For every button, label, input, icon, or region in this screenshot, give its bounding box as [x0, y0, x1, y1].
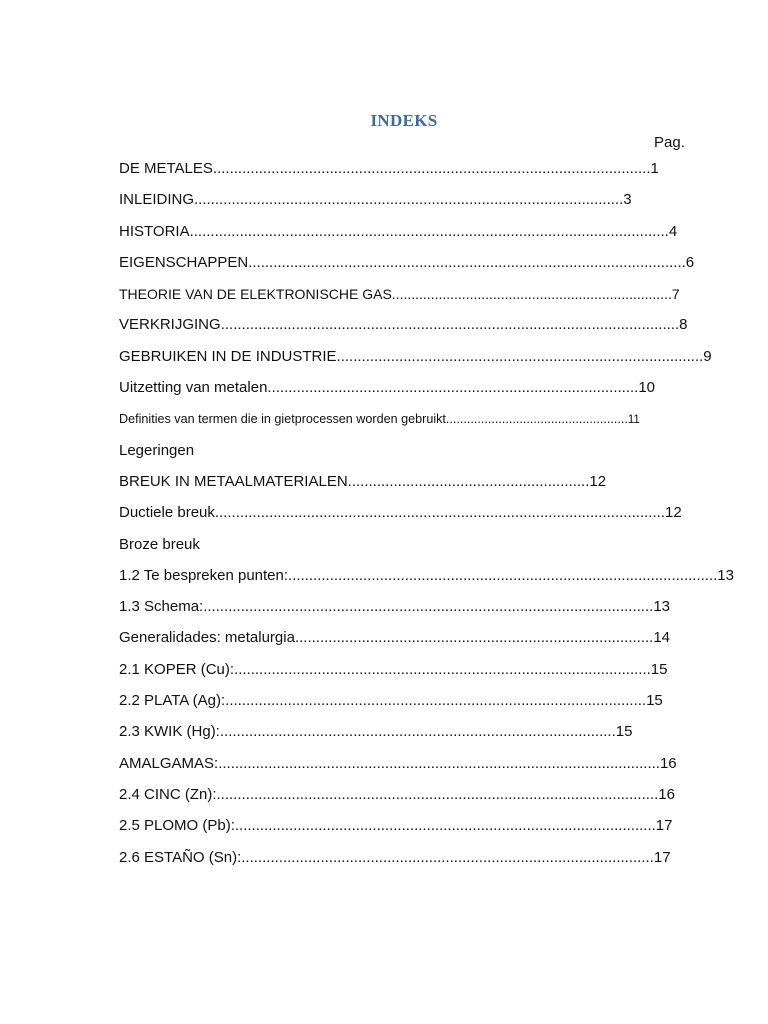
- toc-page-number: 13: [653, 598, 670, 616]
- toc-leader-dots: .........................................................................................: [267, 379, 639, 397]
- toc-entry: [119, 410, 739, 441]
- toc-entry-title: 2.5 PLOMO (Pb):: [119, 817, 235, 835]
- toc-leader-dots: ..........................................................................................................: [216, 785, 659, 803]
- toc-entry-title: 2.6 ESTAÑO (Sn):: [119, 848, 242, 866]
- toc-entry-title: 2.2 PLATA (Ag):: [119, 692, 226, 710]
- toc-entry-title: BREUK IN METAALMATERIALEN: [119, 472, 348, 490]
- toc-leader-dots: .......................................................................................................: [288, 566, 718, 584]
- toc-leader-dots: ..........................................................................................................: [218, 754, 660, 772]
- toc-entry-title: INLEIDING: [119, 191, 195, 209]
- toc-entry: [119, 504, 739, 535]
- toc-leader-dots: .....................................................................................................: [225, 692, 647, 710]
- toc-entry: [119, 254, 739, 285]
- toc-entry: [119, 442, 739, 473]
- toc-entry: [119, 473, 739, 504]
- toc-leader-dots: ......................................................................................: [294, 629, 654, 647]
- toc-entry: [119, 723, 739, 754]
- toc-leader-dots: ...................................................................................................................: [189, 222, 669, 240]
- toc-entry-title: Broze breuk: [119, 535, 200, 553]
- toc-page-number: 11: [627, 414, 640, 427]
- index-title: INDEKS: [370, 111, 438, 130]
- toc-leader-dots: .........................................................................................................: [248, 253, 686, 271]
- toc-entry-title: AMALGAMAS:: [119, 754, 219, 772]
- toc-page-number: 1: [650, 160, 659, 177]
- toc-entry: [119, 348, 739, 379]
- toc-entry-title: 2.1 KOPER (Cu):: [119, 660, 235, 678]
- toc-leader-dots: .......................................................................................................: [194, 191, 624, 209]
- toc-page-number: 15: [646, 692, 663, 710]
- toc-entry: [119, 223, 739, 254]
- page-column-header: Pag.: [654, 134, 685, 151]
- toc-entry-title: 1.3 Schema:: [119, 598, 204, 616]
- toc-entry: [119, 285, 739, 316]
- toc-leader-dots: ........................................................................................: [336, 347, 704, 365]
- toc-page-number: 6: [685, 253, 695, 271]
- toc-page-number: 4: [668, 222, 678, 240]
- toc-entry-title: Ductiele breuk: [119, 504, 215, 522]
- table-of-contents: [119, 160, 739, 880]
- toc-leader-dots: ............................................................................................................: [203, 598, 654, 616]
- toc-page-number: 3: [623, 191, 632, 209]
- toc-page-number: 9: [703, 347, 712, 365]
- toc-page-number: 14: [653, 629, 671, 647]
- toc-leader-dots: .........................................................................................................: [212, 160, 651, 177]
- toc-entry: [119, 316, 739, 347]
- toc-page-number: 8: [679, 316, 688, 334]
- toc-page-number: 16: [659, 754, 677, 772]
- toc-leader-dots: ............................................................................................................: [214, 504, 665, 522]
- toc-page-number: 15: [650, 660, 668, 678]
- toc-leader-dots: ....................................................................................................: [234, 660, 651, 678]
- toc-entry: [119, 849, 739, 880]
- toc-leader-dots: ........................................................................: [391, 286, 672, 303]
- toc-entry: [119, 629, 739, 660]
- toc-leader-dots: ...............................................................................................: [219, 723, 616, 741]
- toc-page-number: 12: [589, 472, 607, 490]
- toc-page-number: 13: [717, 566, 734, 584]
- toc-entry-title: Definities van termen die in gietprocessen worden gebruikt: [119, 412, 446, 427]
- toc-entry-title: EIGENSCHAPPEN: [119, 253, 249, 271]
- toc-entry: [119, 536, 739, 567]
- toc-entry-title: DE METALES: [119, 160, 213, 177]
- toc-entry-title: Uitzetting van metalen: [119, 379, 268, 397]
- toc-entry: [119, 661, 739, 692]
- toc-entry: [119, 160, 739, 191]
- toc-entry: [119, 692, 739, 723]
- toc-entry: [119, 567, 739, 598]
- toc-page-number: 17: [655, 817, 673, 835]
- toc-page-number: 12: [664, 504, 682, 522]
- toc-entry-title: 2.3 KWIK (Hg):: [119, 723, 220, 741]
- toc-page-number: 10: [638, 379, 656, 397]
- toc-entry-title: VERKRIJGING: [119, 316, 221, 334]
- toc-entry-title: 1.2 Te bespreken punten:: [119, 566, 289, 584]
- toc-entry: [119, 191, 739, 222]
- toc-entry: [119, 755, 739, 786]
- toc-entry: [119, 598, 739, 629]
- toc-leader-dots: ....................................................: [445, 412, 628, 427]
- toc-leader-dots: ..............................................................................................................: [220, 316, 680, 334]
- toc-entry: [119, 817, 739, 848]
- toc-entry-title: Generalidades: metalurgia: [119, 629, 295, 647]
- toc-page-number: 15: [615, 723, 633, 741]
- toc-entry: [119, 379, 739, 410]
- toc-entry-title: Legeringen: [119, 441, 195, 459]
- toc-entry: [119, 786, 739, 817]
- toc-leader-dots: ...................................................................................................: [241, 848, 654, 866]
- toc-page-number: 16: [658, 785, 675, 803]
- toc-leader-dots: .....................................................................................................: [234, 817, 656, 835]
- toc-entry-title: 2.4 CINC (Zn):: [119, 785, 217, 803]
- toc-entry-title: HISTORIA: [119, 222, 190, 240]
- toc-page-number: 17: [653, 848, 671, 866]
- toc-leader-dots: ..........................................................: [347, 472, 590, 490]
- toc-entry-title: THEORIE VAN DE ELEKTRONISCHE GAS: [119, 286, 392, 303]
- toc-entry-title: GEBRUIKEN IN DE INDUSTRIE: [119, 347, 337, 365]
- toc-page-number: 7: [671, 286, 680, 303]
